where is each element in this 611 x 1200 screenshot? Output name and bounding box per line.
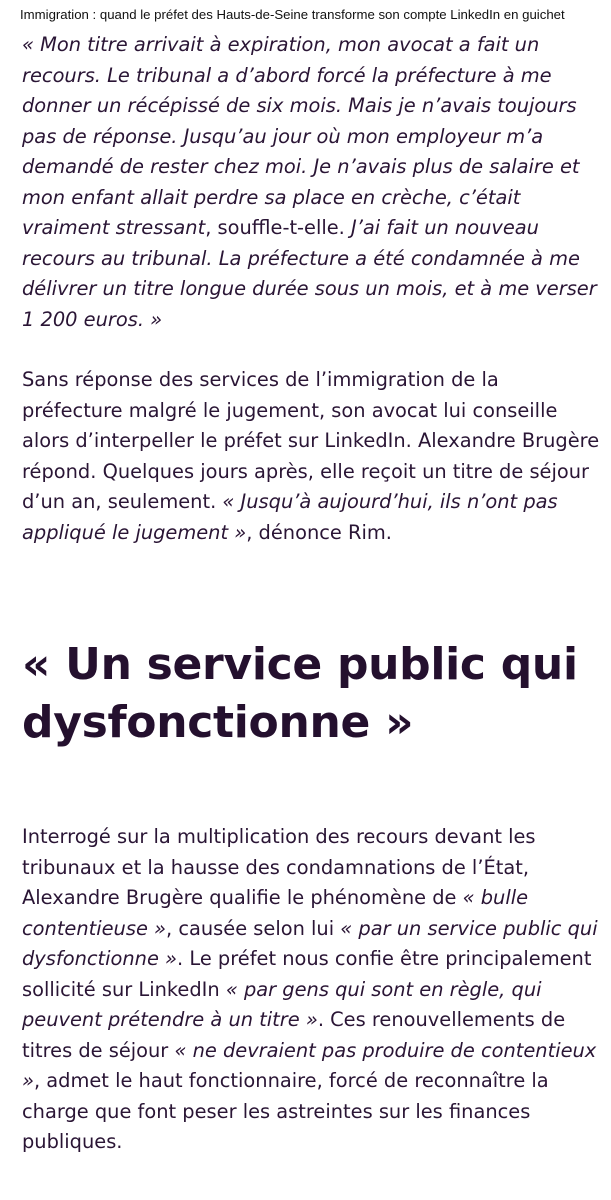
p3-italic-2: « par un service public qui dysfonctionne » [22, 916, 598, 970]
p3-plain-5: , admet le haut fonctionnaire, forcé de reconnaître la charge que font peser les astreintes sur les finances publiques. [22, 1069, 549, 1153]
p3-italic-1: « bulle contentieuse » [22, 886, 529, 940]
p2-plain-2: , dénonce Rim. [246, 520, 392, 544]
paragraph-3 [22, 822, 604, 1158]
p2-plain-1: Sans réponse des services de l’immigration de la préfecture malgré le jugement, son avocat lui conseille alors d’interpeller le préfet sur LinkedIn. Alexandre Brugère répond. Quelques jours après, elle reçoit un titre de séjour d’un an, seulement. [22, 368, 600, 513]
section-heading: « Un service public qui dysfonctionne » [22, 639, 578, 748]
window-title-bar [0, 0, 611, 30]
quote-italic-2: J’ai fait un nouveau recours au tribunal. La préfecture a été condamnée à me délivrer un titre longue durée sous un mois, et à me verser 1 200 euros. » [22, 216, 597, 331]
window-title: Immigration : quand le préfet des Hauts-de-Seine transforme son compte LinkedIn en guichet [20, 7, 565, 22]
quote-plain-1: , souffle-t-elle. [205, 216, 352, 239]
p3-italic-4: « ne devraient pas produire de contentieux » [22, 1038, 597, 1092]
p3-plain-1: Interrogé sur la multiplication des recours devant les tribunaux et la hausse des condamnations de l’État, Alexandre Brugère qualifie le phénomène de [22, 825, 536, 909]
paragraph-2 [22, 365, 604, 548]
p2-italic-1: « Jusqu’à aujourd’hui, ils n’ont pas appliqué le jugement » [22, 490, 558, 544]
p3-plain-2: , causée selon lui [166, 916, 341, 940]
article-body [22, 30, 604, 1158]
p3-plain-3: . Le préfet nous confie être principalement sollicité sur LinkedIn [22, 947, 592, 1001]
p3-italic-3: « par gens qui sont en règle, qui peuvent prétendre à un titre » [22, 977, 542, 1031]
p3-plain-4: . Ces renouvellements de titres de séjour [22, 1008, 566, 1062]
quote-italic-1: « Mon titre arrivait à expiration, mon avocat a fait un recours. Le tribunal a d’abord forcé la préfecture à me donner un récépissé de six mois. Mais je n’avais toujours pas de réponse. Jusqu’au jour où mon employeur m’a demandé de rester chez moi. Je n’avais plus de salaire et mon enfant allait perdre sa place en crèche, c’était vraiment stressant [22, 33, 580, 239]
quote-paragraph [22, 30, 604, 335]
